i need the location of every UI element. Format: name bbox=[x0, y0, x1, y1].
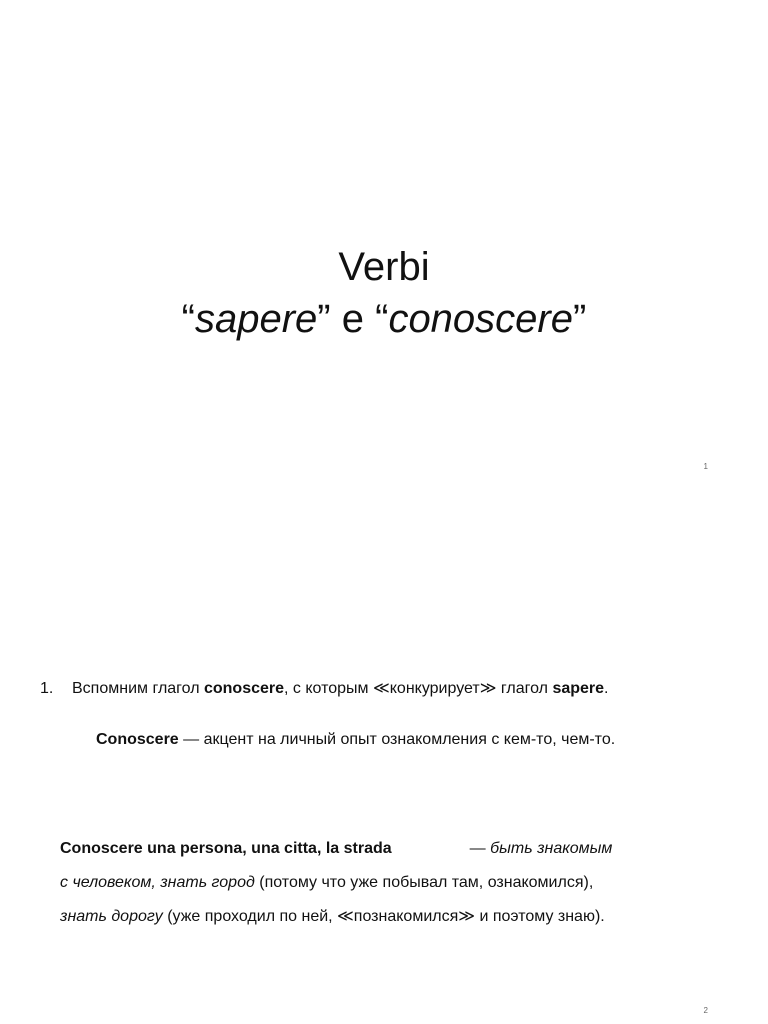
quote-open: “ bbox=[181, 296, 195, 341]
bold-term: conoscere bbox=[203, 680, 285, 697]
page-number: 1 bbox=[703, 462, 708, 471]
quote-close: ” bbox=[573, 296, 587, 341]
slide-title bbox=[0, 241, 768, 345]
bold-term: sapere bbox=[552, 680, 605, 697]
quote-close: ” bbox=[317, 296, 331, 341]
definition bbox=[96, 731, 615, 749]
list-item-text: , с которым ≪конкурирует≫ глагол bbox=[284, 680, 553, 697]
list-item-text: . bbox=[604, 680, 609, 697]
bold-term: Conoscere bbox=[96, 731, 179, 748]
page-number: 2 bbox=[703, 1006, 708, 1015]
title-line-2 bbox=[0, 293, 768, 345]
slide-2 bbox=[0, 512, 768, 1024]
title-word-sapere: sapere bbox=[194, 296, 318, 341]
example-translation: знать дорогу bbox=[60, 908, 163, 925]
example-row bbox=[60, 866, 612, 900]
example-text: (уже проходил по ней, ≪познакомился≫ и поэтому знаю). bbox=[162, 908, 605, 925]
example-translation: быть знакомым bbox=[490, 840, 613, 857]
example-term: Conoscere una persona, una citta, la strada bbox=[60, 840, 392, 857]
definition-text: — акцент на личный опыт ознакомления с кем-то, чем-то. bbox=[178, 731, 616, 748]
example-row bbox=[60, 832, 612, 866]
list-item bbox=[40, 678, 609, 698]
title-word-conoscere: conoscere bbox=[388, 296, 573, 341]
list-item-number: 1. bbox=[40, 680, 54, 697]
list-item-text: Вспомним глагол bbox=[72, 680, 204, 697]
example-text: (потому что уже побывал там, ознакомился), bbox=[254, 874, 594, 891]
quote-open: “ bbox=[375, 296, 389, 341]
title-line-1: Verbi bbox=[338, 244, 430, 289]
example-row bbox=[60, 900, 612, 934]
example-dash: — bbox=[469, 840, 491, 857]
title-conjunction: е bbox=[330, 296, 376, 341]
example-translation: с человеком, знать город bbox=[60, 874, 255, 891]
example-block bbox=[60, 832, 612, 934]
